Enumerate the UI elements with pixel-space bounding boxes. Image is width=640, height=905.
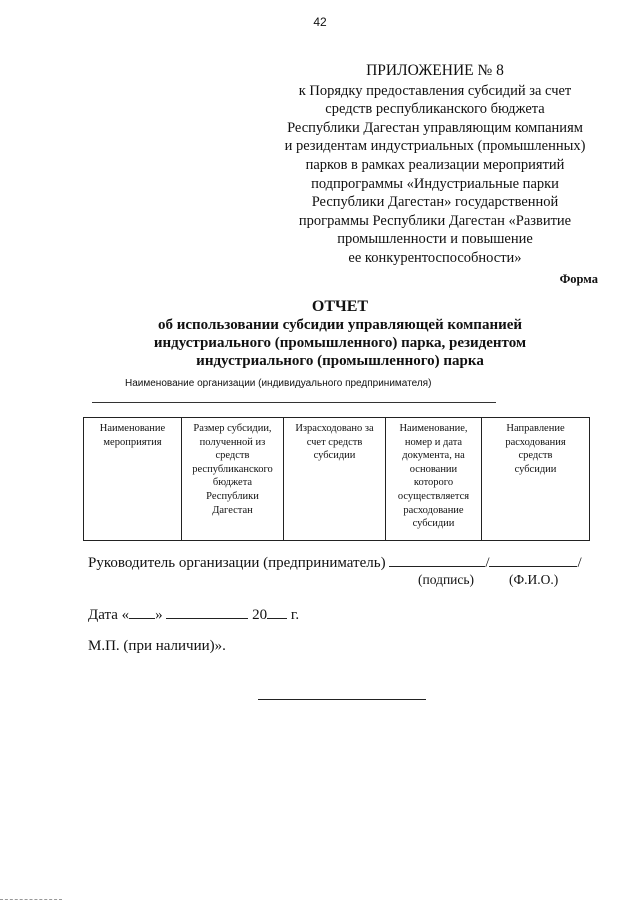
signature-caption: (подпись) bbox=[418, 572, 475, 587]
table-header-row bbox=[84, 418, 590, 541]
date-year-suffix: г. bbox=[290, 607, 300, 623]
signature-separator: / bbox=[577, 555, 582, 571]
appendix-line: Республики Дагестан управляющим компаниям bbox=[287, 119, 583, 136]
appendix-line: Республики Дагестан» государственной bbox=[311, 194, 559, 211]
report-title: ОТЧЕТ bbox=[311, 298, 369, 315]
report-subtitle-line: об использовании субсидии управляющей компанией bbox=[157, 317, 523, 333]
form-label: Форма bbox=[559, 272, 598, 286]
page-number: 42 bbox=[313, 15, 327, 29]
signature-label: Руководитель организации (предприниматель) bbox=[88, 555, 386, 571]
full-name-caption: (Ф.И.О.) bbox=[509, 572, 559, 587]
table-header-cell: Наименование мероприятия bbox=[84, 418, 182, 541]
date-year-field[interactable] bbox=[267, 604, 287, 619]
appendix-line: средств республиканского бюджета bbox=[325, 101, 545, 118]
report-title-block bbox=[100, 297, 580, 370]
signature-field[interactable] bbox=[389, 552, 485, 567]
appendix-line: программы Республики Дагестан «Развитие bbox=[298, 212, 572, 229]
appendix-line: ее конкурентоспособности» bbox=[348, 249, 522, 266]
signature-separator: / bbox=[485, 555, 490, 571]
date-line bbox=[88, 604, 299, 624]
organization-label: Наименование организации (индивидуального предпринимателя) bbox=[125, 378, 432, 389]
full-name-field[interactable] bbox=[489, 552, 577, 567]
report-table bbox=[83, 417, 590, 541]
closing-divider bbox=[258, 699, 426, 700]
appendix-title: ПРИЛОЖЕНИЕ № 8 bbox=[366, 62, 504, 79]
appendix-line: промышленности и повышение bbox=[337, 231, 533, 248]
date-day-field[interactable] bbox=[129, 604, 155, 619]
table-header-cell: Израсходовано за счет средств субсидии bbox=[284, 418, 386, 541]
date-label: Дата « bbox=[88, 607, 130, 623]
signature-line bbox=[88, 552, 582, 572]
date-year-prefix: 20 bbox=[252, 607, 268, 623]
report-subtitle-line: индустриального (промышленного) парка, резидентом bbox=[153, 335, 527, 351]
table-header-cell: Размер субсидии, полученной из средств республиканского бюджета Республики Дагестан bbox=[182, 418, 284, 541]
date-quote-close: » bbox=[155, 607, 163, 623]
appendix-line: подпрограммы «Индустриальные парки bbox=[311, 175, 559, 192]
organization-name-field[interactable] bbox=[92, 402, 496, 403]
appendix-block bbox=[262, 62, 608, 268]
appendix-line: парков в рамках реализации мероприятий bbox=[305, 156, 565, 173]
report-subtitle-line: индустриального (промышленного) парка bbox=[196, 353, 484, 369]
table-header-cell: Наименование, номер и дата документа, на основании которого осуществляется расходование субсидии bbox=[386, 418, 482, 541]
appendix-line: и резидентам индустриальных (промышленных) bbox=[284, 138, 586, 155]
date-month-field[interactable] bbox=[166, 604, 248, 619]
appendix-line: к Порядку предоставления субсидий за счет bbox=[298, 82, 572, 99]
table-header-cell: Направление расходования средств субсидии bbox=[482, 418, 590, 541]
stamp-note: М.П. (при наличии)». bbox=[88, 638, 226, 654]
scan-edge-mark bbox=[0, 899, 62, 900]
